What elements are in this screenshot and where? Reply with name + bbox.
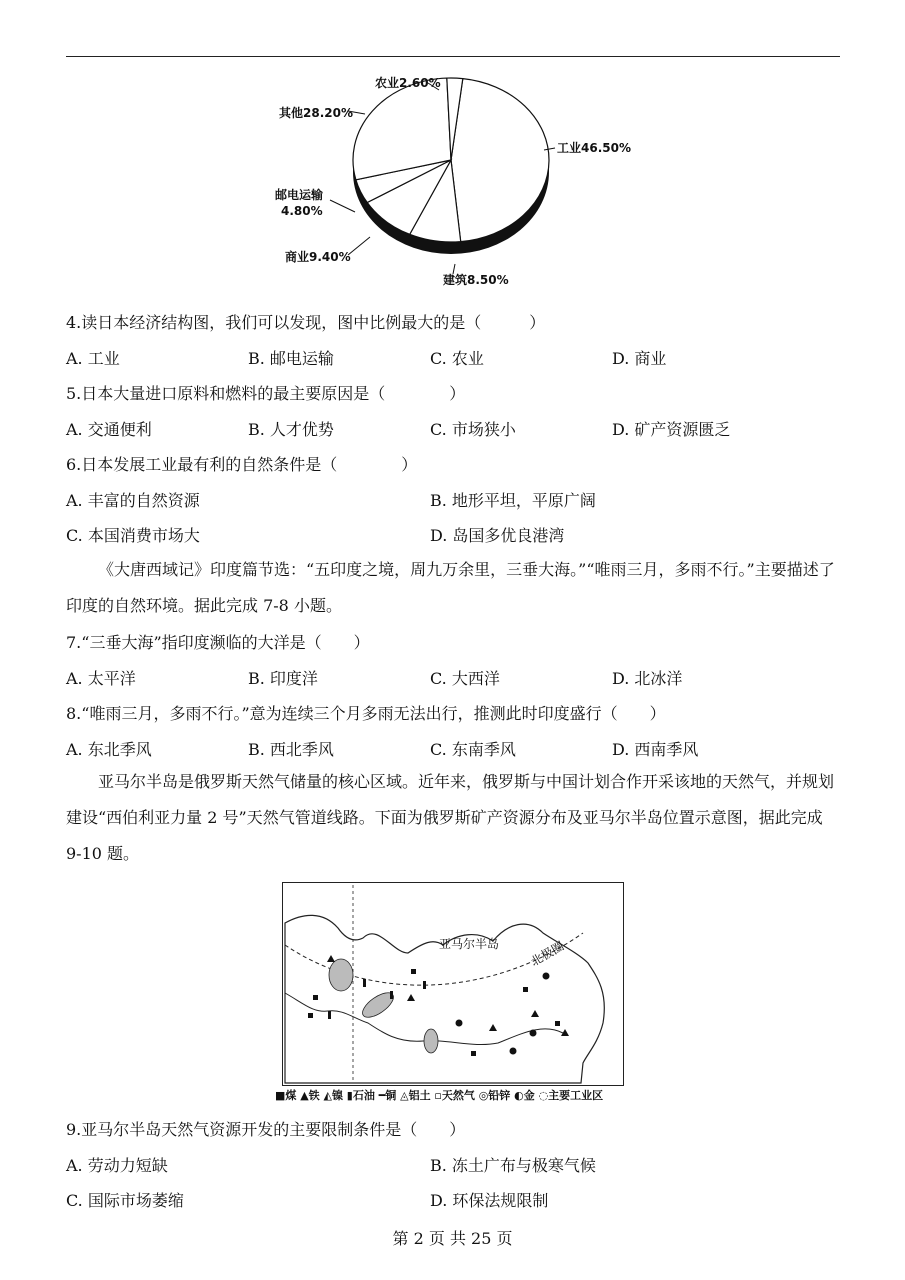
q6-option-d[interactable]: D. 岛国多优良港湾 <box>430 526 565 545</box>
q8-option-c[interactable]: C. 东南季风 <box>430 740 516 759</box>
passage-datang-xiyuji: 《大唐西域记》印度篇节选：“五印度之境，周九万余里，三垂大海。”“唯雨三月，多雨不行。”主要描述了印度的自然环境。据此完成 7-8 小题。 <box>66 560 835 615</box>
question-4: 4.读日本经济结构图，我们可以发现，图中比例最大的是（ ） <box>66 313 546 332</box>
q8-option-b[interactable]: B. 西北季风 <box>248 740 334 759</box>
pie-label-construction: 建筑8.50% <box>443 273 509 287</box>
q8-option-a[interactable]: A. 东北季风 <box>66 740 152 759</box>
q5-option-d[interactable]: D. 矿产资源匮乏 <box>612 420 731 439</box>
industrial-zone-3 <box>424 1029 438 1053</box>
q4-option-a[interactable]: A. 工业 <box>66 349 120 368</box>
q7-option-b[interactable]: B. 印度洋 <box>248 669 318 688</box>
q6-option-a[interactable]: A. 丰富的自然资源 <box>66 491 200 510</box>
q9-option-c[interactable]: C. 国际市场萎缩 <box>66 1191 184 1210</box>
page-footer: 第 2 页 共 25 页 <box>392 1229 513 1248</box>
q7-option-c[interactable]: C. 大西洋 <box>430 669 500 688</box>
question-5: 5.日本大量进口原料和燃料的最主要原因是（ ） <box>66 384 466 403</box>
question-9: 9.亚马尔半岛天然气资源开发的主要限制条件是（ ） <box>66 1120 466 1139</box>
leader-line-commerce <box>348 237 370 255</box>
leader-line-transport <box>330 200 355 212</box>
header-rule <box>66 56 840 57</box>
q8-option-d[interactable]: D. 西南季风 <box>612 740 699 759</box>
pie-label-transport: 邮电运输 <box>275 188 324 202</box>
industrial-zone-1 <box>329 959 353 991</box>
q5-option-a[interactable]: A. 交通便利 <box>66 420 152 439</box>
map-svg <box>283 883 623 1085</box>
q5-option-c[interactable]: C. 市场狭小 <box>430 420 516 439</box>
question-6: 6.日本发展工业最有利的自然条件是（ ） <box>66 455 418 474</box>
q6-option-c[interactable]: C. 本国消费市场大 <box>66 526 200 545</box>
pie-label-agriculture: 农业2.60% <box>375 76 441 90</box>
map-label-yamal: 亚马尔半岛 <box>439 937 500 951</box>
q4-option-b[interactable]: B. 邮电运输 <box>248 349 334 368</box>
q6-option-b[interactable]: B. 地形平坦，平原广阔 <box>430 491 596 510</box>
pie-slice-工业 <box>451 79 549 242</box>
q9-option-b[interactable]: B. 冻土广布与极寒气候 <box>430 1156 596 1175</box>
southern-border <box>285 993 563 1045</box>
q7-option-d[interactable]: D. 北冰洋 <box>612 669 683 688</box>
pie-label-industry: 工业46.50% <box>557 141 631 155</box>
map-label-arctic-circle: 北极圈 <box>528 938 567 969</box>
pie-label-commerce: 商业9.40% <box>285 250 351 264</box>
q5-option-b[interactable]: B. 人才优势 <box>248 420 334 439</box>
q9-option-d[interactable]: D. 环保法规限制 <box>430 1191 549 1210</box>
map-legend: ■煤 ▲铁 ◭镍 ▮石油 ━铜 ◬铝土 ▫天然气 ◎铅锌 ◐金 ◌主要工业区 <box>275 1089 604 1102</box>
economy-pie-chart <box>255 62 675 292</box>
passage-yamal: 亚马尔半岛是俄罗斯天然气储量的核心区域。近年来，俄罗斯与中国计划合作开采该地的天然气，并规划建设“西伯利亚力量 2 号”天然气管道线路。下面为俄罗斯矿产资源分布及亚马尔半岛位置示意图，据此完成 9-10 题。 <box>66 772 835 863</box>
pie-label-other: 其他28.20% <box>279 106 353 120</box>
pie-label-transport-value: 4.80% <box>281 204 323 218</box>
russia-resource-map <box>282 882 624 1086</box>
question-7: 7.“三垂大海”指印度濒临的大洋是（ ） <box>66 633 370 652</box>
q4-option-d[interactable]: D. 商业 <box>612 349 667 368</box>
q7-option-a[interactable]: A. 太平洋 <box>66 669 136 688</box>
q9-option-a[interactable]: A. 劳动力短缺 <box>66 1156 168 1175</box>
question-8: 8.“唯雨三月，多雨不行。”意为连续三个月多雨无法出行，推测此时印度盛行（ ） <box>66 704 666 723</box>
q4-option-c[interactable]: C. 农业 <box>430 349 484 368</box>
